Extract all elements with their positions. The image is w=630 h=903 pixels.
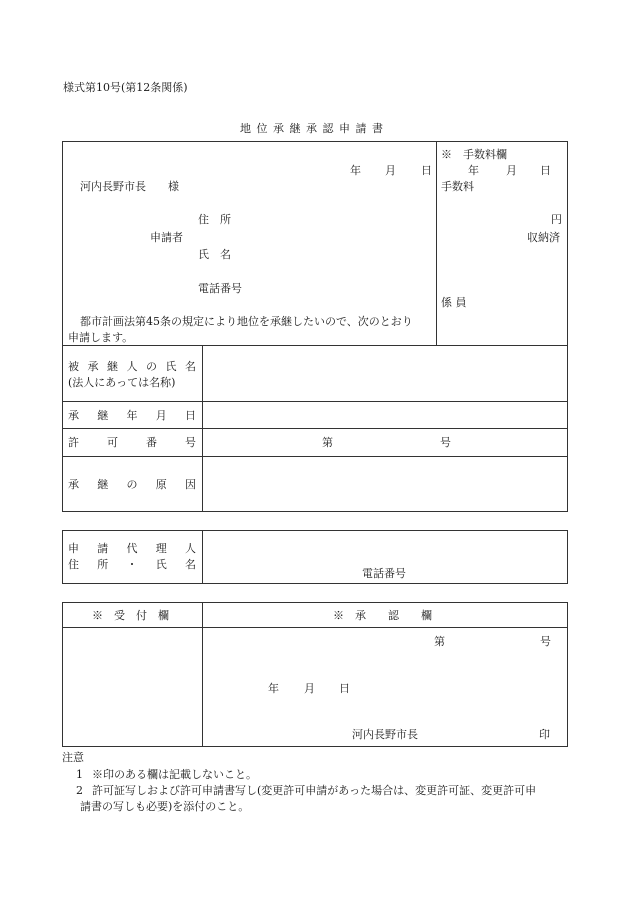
approval-column-divider [202,602,203,747]
agent-label-line-2: 住 所 ・ 氏 名 [68,558,196,571]
notes-heading: 注意 [62,751,84,764]
agent-box [62,530,568,584]
application-date-month: 月 [385,164,396,177]
approval-seal: 印 [539,728,550,741]
reception-header: ※ 受 付 欄 [92,609,169,622]
approval-date-month: 月 [304,682,315,695]
note-2-line-2: 請書の写しも必要)を添付のこと。 [80,800,250,813]
fee-staff: 係 員 [441,296,467,309]
fee-label: 手数料 [441,180,474,193]
fee-date-year: 年 [468,164,479,177]
succession-date-label: 承 継 年 月 日 [68,409,196,422]
approval-number-go: 号 [540,635,551,648]
fee-date-month: 月 [506,164,517,177]
approval-date-year: 年 [268,682,279,695]
application-date-year: 年 [350,164,361,177]
name-label: 氏 名 [198,248,231,261]
approval-section [62,602,568,747]
applicant-label: 申請者 [150,231,183,244]
fee-yen: 円 [551,213,562,226]
approval-header: ※ 承 認 欄 [333,609,432,622]
agent-column-divider [202,530,203,584]
applicant-phone-label: 電話番号 [198,282,242,295]
addressee: 河内長野市長 様 [80,180,179,193]
details-row-divider [62,401,568,402]
succession-reason-label: 承 継 の 原 因 [68,478,196,491]
note-2-number: 2 [76,784,83,797]
details-row-divider [62,428,568,429]
predecessor-name-label: 被 承 継 人 の 氏 名 [68,360,196,373]
fee-date-day: 日 [540,164,551,177]
approval-mayor: 河内長野市長 [352,728,418,741]
note-1-number: 1 [76,768,83,781]
approval-date-day: 日 [339,682,350,695]
statement-line-1: 都市計画法第45条の規定により地位を承継したいので、次のとおり [80,315,413,328]
address-label: 住 所 [198,213,231,226]
fee-column-divider [436,141,437,346]
application-date-day: 日 [421,164,432,177]
details-row-divider [62,456,568,457]
fee-paid: 収納済 [527,231,560,244]
approval-number-no: 第 [434,635,445,648]
permit-number-go: 号 [440,436,451,449]
agent-phone-label: 電話番号 [362,567,406,580]
note-2-line-1: 許可証写しおよび許可申請書写し(変更許可申請があった場合は、変更許可証、変更許可申 [92,784,537,797]
form-number: 様式第10号(第12条関係) [63,81,188,94]
form-title: 地 位 承 継 承 認 申 請 書 [240,122,384,135]
statement-line-2: 申請します。 [68,331,134,344]
predecessor-name-note: (法人にあっては名称) [68,376,176,389]
fee-header: ※ 手数料欄 [441,148,507,161]
agent-label-line-1: 申 請 代 理 人 [68,542,196,555]
approval-header-divider [62,627,568,628]
permit-number-label: 許 可 番 号 [68,436,196,449]
note-1-text: ※印のある欄は記載しないこと。 [92,768,257,781]
permit-number-no: 第 [322,436,333,449]
